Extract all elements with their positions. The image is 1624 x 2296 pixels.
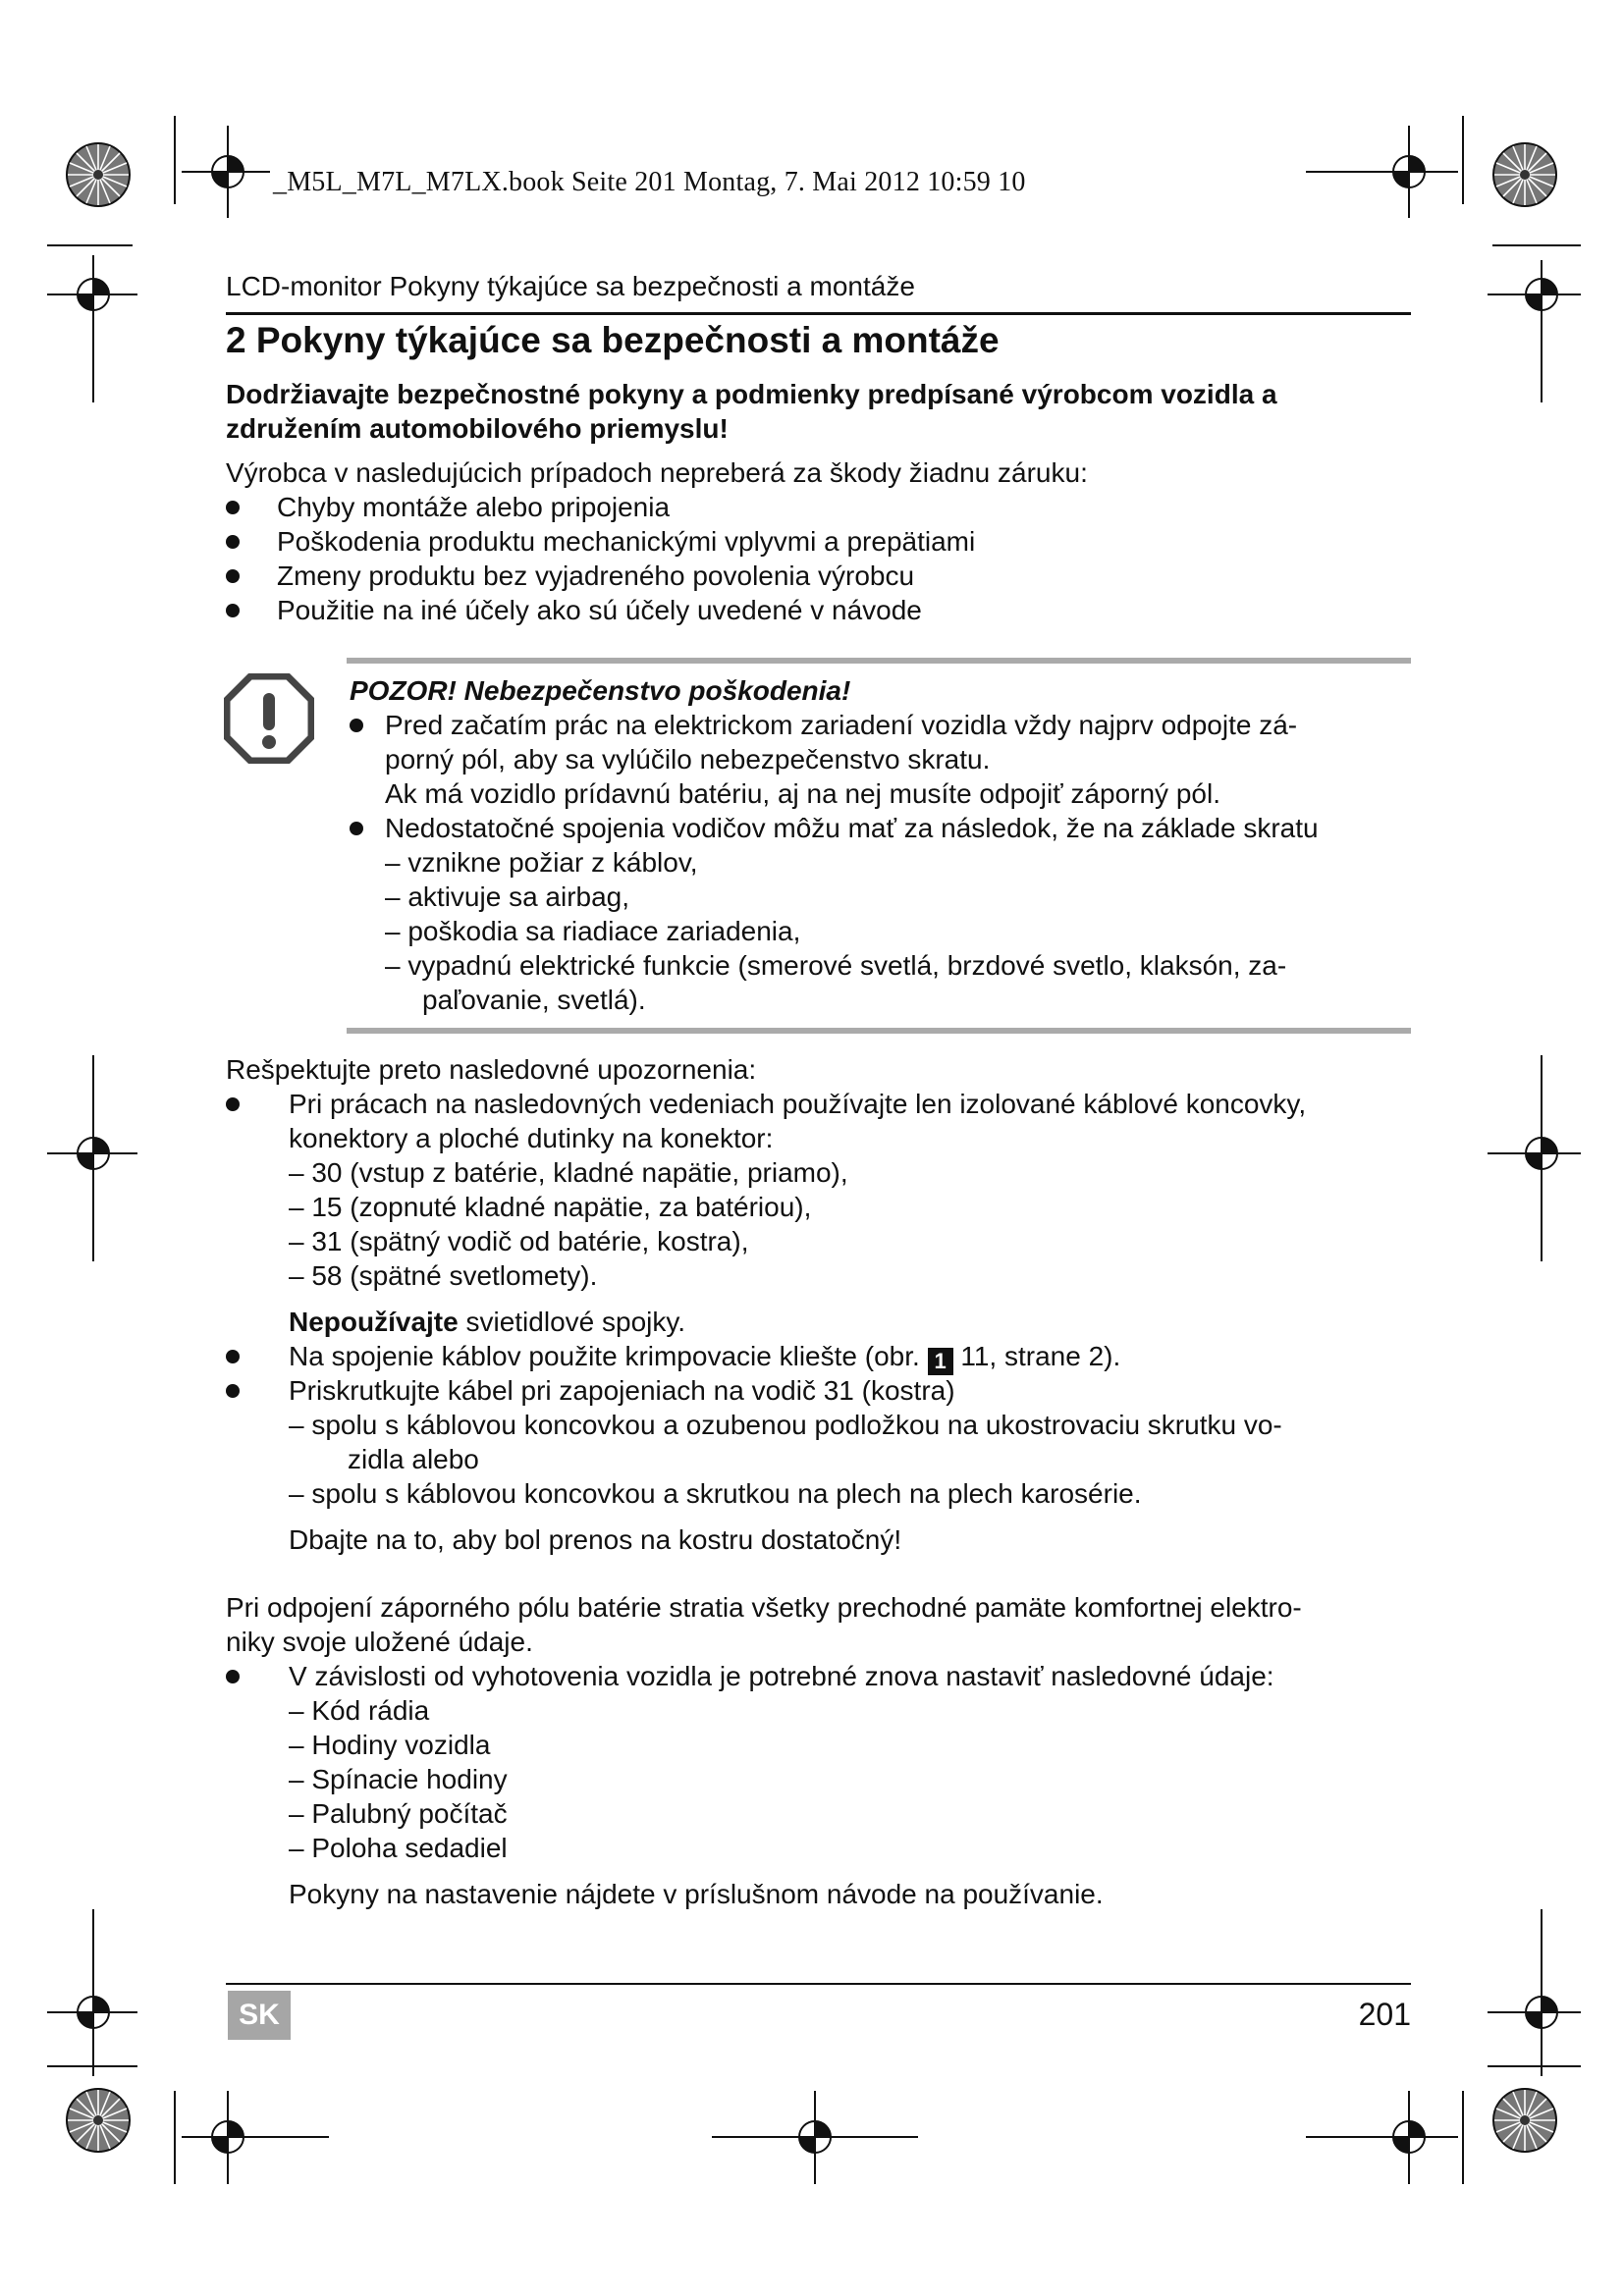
warning-bullet [350,708,1420,742]
dash-item: – spolu s káblovou koncovkou a skrutkou na plech na plech karosérie. [289,1478,1142,1509]
crosshair [78,1997,109,2028]
fig-ref-before: Na spojenie káblov použite krimpovacie kliešte (obr. [289,1341,928,1371]
crosshair [212,2121,244,2153]
print-header: _M5L_M7L_M7LX.book Seite 201 Montag, 7. Mai 2012 10:59 10 [273,167,1026,197]
bullet-icon [226,604,240,617]
list-item-text: konektory a ploché dutinky na konektor: [289,1123,774,1153]
list-item [226,490,1414,524]
warning-text: Nedostatočné spojenia vodičov môžu mať za následok, že na základe skratu [385,813,1319,843]
footer-rule [226,1983,1411,1985]
list-item [226,593,1414,627]
bullet-icon [350,719,363,732]
note-line: Pokyny na nastavenie nájdete v príslušnom návode na používanie. [289,1879,1104,1909]
list-item [226,559,1414,593]
list-item [226,1373,1419,1408]
fig-ref-after: 11, strane 2). [952,1341,1121,1371]
battery-intro: niky svoje uložené údaje. [226,1627,533,1657]
crosshair [78,279,109,310]
crosshair [1393,156,1425,187]
crosshair [1526,1138,1557,1169]
list-item [226,1339,1419,1373]
warning-text: Pred začatím prác na elektrickom zariadení vozidla vždy najprv odpojte zá- [385,710,1298,740]
note-line [226,1305,1419,1339]
dash-item: – 30 (vstup z batérie, kladné napätie, priamo), [289,1157,848,1188]
crosshair [1526,279,1557,310]
starburst-top-right [1493,143,1556,206]
lead-line: združením automobilového priemyslu! [226,413,729,444]
starburst-top-left [67,143,130,206]
dash-item: – 15 (zopnuté kladné napätie, za batériou), [289,1192,812,1222]
bullet-icon [226,535,240,549]
warning-dash-item: paľovanie, svetlá). [422,985,646,1015]
dash-item: – Poloha sedadiel [289,1833,508,1863]
crosshair [1526,1997,1557,2028]
crosshair [78,1138,109,1169]
warning-dash-item: – aktivuje sa airbag, [385,881,630,912]
lead-line: Dodržiavajte bezpečnostné pokyny a podmienky predpísané výrobcom vozidla a [226,379,1277,409]
bullet-icon [226,1350,240,1363]
bullet-icon [226,1384,240,1398]
notes-section [226,1052,1419,1557]
lead-paragraph [226,377,1414,446]
warranty-section [226,455,1414,627]
dash-item: – Spínacie hodiny [289,1764,508,1794]
list-item-text: Pri prácach na nasledovných vedeniach používajte len izolované káblové koncovky, [289,1089,1307,1119]
list-item-text: Použitie na iné účely ako sú účely uvedené v návode [277,595,922,625]
bullet-icon [226,1097,240,1111]
dash-item: – Kód rádia [289,1695,430,1726]
header-rule [226,312,1411,315]
warning-dash-item: – poškodia sa riadiace zariadenia, [385,916,801,946]
warning-text: Ak má vozidlo prídavnú batériu, aj na nej musíte odpojiť záporný pól. [385,778,1220,809]
language-badge: SK [228,1991,291,2040]
dash-item: – Palubný počítač [289,1798,508,1829]
warning-bullet [350,811,1420,845]
list-item-text: V závislosti od vyhotovenia vozidla je potrebné znova nastaviť nasledovné údaje: [289,1661,1274,1691]
warning-bottom-bar [347,1028,1411,1034]
warning-box [350,673,1420,1017]
list-item [226,1659,1419,1693]
running-head: LCD-monitor Pokyny týkajúce sa bezpečnosti a montáže [226,271,915,301]
dash-item: zidla alebo [348,1444,479,1474]
bullet-icon [226,501,240,514]
bullet-icon [350,822,363,835]
list-item-text: Priskrutkujte kábel pri zapojeniach na vodič 31 (kostra) [289,1375,955,1406]
notes-intro: Rešpektujte preto nasledovné upozornenia: [226,1054,757,1085]
battery-section [226,1590,1419,1911]
list-item [226,524,1414,559]
note-line: Dbajte na to, aby bol prenos na kostru dostatočný! [289,1524,902,1555]
page-title: 2 Pokyny týkajúce sa bezpečnosti a montáže [226,320,1000,360]
battery-intro: Pri odpojení záporného pólu batérie stratia všetky prechodné pamäte komfortnej elektro- [226,1592,1302,1623]
note-bold: Nepoužívajte [289,1307,459,1337]
warning-dash-item: – vypadnú elektrické funkcie (smerové svetlá, brzdové svetlo, klaksón, za- [385,950,1287,981]
crosshair [212,156,244,187]
list-item-text: Zmeny produktu bez vyjadreného povolenia výrobcu [277,561,915,591]
crosshair [1393,2121,1425,2153]
dash-item: – 58 (spätné svetlomety). [289,1260,598,1291]
bullet-icon [226,569,240,583]
page-number: 201 [1358,1997,1411,2032]
warning-text: porný pól, aby sa vylúčilo nebezpečenstvo skratu. [385,744,991,774]
list-item [226,1087,1419,1121]
figure-reference-badge: 1 [928,1348,953,1375]
list-item-text: Chyby montáže alebo pripojenia [277,492,671,522]
dash-item: – 31 (spätný vodič od batérie, kostra), [289,1226,749,1256]
warning-top-bar [347,658,1411,664]
note-rest: svietidlové spojky. [458,1307,686,1337]
dash-item: – spolu s káblovou koncovkou a ozubenou podložkou na ukostrovaciu skrutku vo- [289,1410,1282,1440]
dash-item: – Hodiny vozidla [289,1730,491,1760]
crosshair [799,2121,831,2153]
exclamation-octagon-icon [224,673,314,764]
bullet-icon [226,1670,240,1683]
warning-heading: POZOR! Nebezpečenstvo poškodenia! [350,675,851,706]
list-item-text: Poškodenia produktu mechanickými vplyvmi a prepätiami [277,526,976,557]
starburst-bottom-right [1493,2089,1556,2152]
warning-dash-item: – vznikne požiar z káblov, [385,847,698,878]
warranty-intro: Výrobca v nasledujúcich prípadoch nepreberá za škody žiadnu záruku: [226,457,1088,488]
starburst-bottom-left [67,2089,130,2152]
list-item-text [289,1339,1120,1375]
